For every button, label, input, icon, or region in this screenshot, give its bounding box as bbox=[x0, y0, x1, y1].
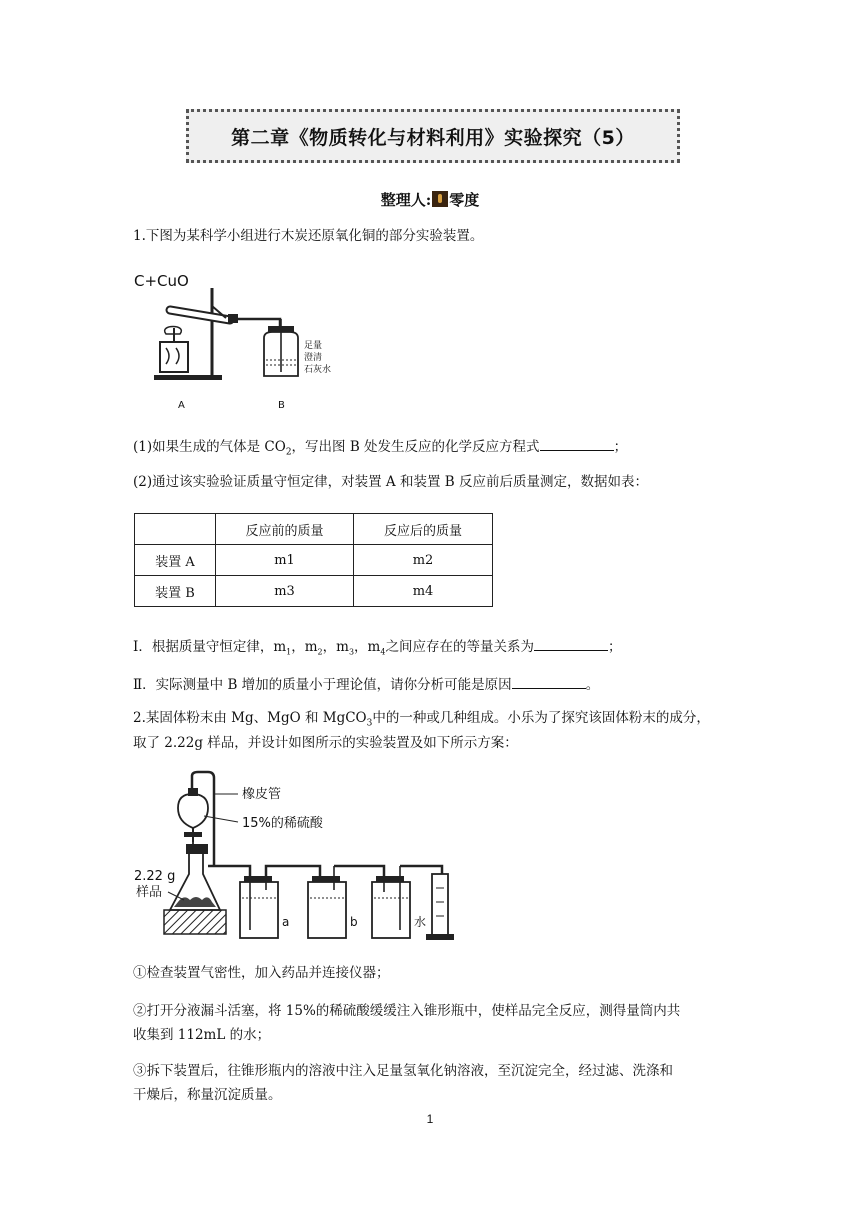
table-cell: m1 bbox=[216, 545, 354, 576]
q2-step3-line2: 干燥后，称量沉淀质量。 bbox=[133, 1087, 282, 1103]
table-header-cell: 反应前的质量 bbox=[216, 514, 354, 545]
table-cell: 装置 A bbox=[135, 545, 216, 576]
stopper bbox=[228, 314, 238, 323]
page-number: 1 bbox=[426, 1112, 434, 1126]
organizer-name: 零度 bbox=[449, 191, 480, 209]
table-cell: m3 bbox=[216, 576, 354, 607]
q2-step2-line1: ②打开分液漏斗活塞，将 15%的稀硫酸缓缓注入锥形瓶中，使样品完全反应，测得量筒内共 bbox=[133, 1003, 681, 1019]
sample-mass-label: 2.22 g bbox=[134, 869, 176, 884]
table-header-cell: 反应后的质量 bbox=[354, 514, 493, 545]
liquid-label-1: 足量 bbox=[304, 341, 323, 351]
q1-label-b: B bbox=[278, 400, 285, 411]
liquid-label-3: 石灰水 bbox=[304, 365, 332, 375]
liquid-label-2: 澄清 bbox=[304, 353, 323, 363]
sample-label: 样品 bbox=[136, 885, 163, 900]
table-cell: m4 bbox=[354, 576, 493, 607]
support-block bbox=[164, 910, 226, 934]
q2-apparatus-figure bbox=[132, 770, 462, 942]
table-row bbox=[135, 576, 493, 607]
mass-table bbox=[134, 513, 493, 607]
q1-intro: 1.下图为某科学小组进行木炭还原氧化铜的部分实验装置。 bbox=[133, 228, 484, 244]
water-bottle bbox=[372, 882, 410, 938]
table-header-cell bbox=[135, 514, 216, 545]
organizer-logo-icon bbox=[432, 191, 448, 207]
q1-part2: (2)通过该实验验证质量守恒定律，对装置 A 和装置 B 反应前后质量测定，数据如表： bbox=[133, 474, 648, 490]
bottle-b bbox=[308, 882, 346, 938]
bottle-a-label: a bbox=[282, 915, 290, 929]
q2-line1: 2.某固体粉末由 Mg、MgO 和 MgCO$_3$中的一种或几种组成。小乐为了探究该固体粉末的成分， bbox=[133, 710, 710, 729]
bottle-b-label: b bbox=[350, 915, 358, 929]
page-title-text: 第二章《物质转化与材料利用》实验探究（5） bbox=[231, 126, 635, 149]
q2-step3-line1: ③拆下装置后，往锥形瓶内的溶液中注入足量氢氧化钠溶液，至沉淀完全，经过滤、洗涤和 bbox=[133, 1063, 673, 1079]
q1-apparatus-figure bbox=[130, 268, 370, 414]
q2-step2-line2: 收集到 112mL 的水； bbox=[133, 1027, 271, 1043]
q1-roman2-answer-blank[interactable] bbox=[512, 674, 586, 689]
q1-roman1-answer-blank[interactable] bbox=[534, 636, 608, 651]
funnel-stopcock bbox=[184, 832, 202, 837]
alcohol-lamp bbox=[160, 342, 188, 372]
bottle-a bbox=[240, 882, 278, 938]
separatory-funnel bbox=[178, 794, 208, 828]
q1-label-a: A bbox=[178, 400, 185, 411]
table-cell: 装置 B bbox=[135, 576, 216, 607]
water-label: 水 bbox=[414, 915, 427, 929]
organizer-line bbox=[0, 189, 860, 210]
graduated-cylinder bbox=[432, 874, 448, 936]
table-header-row bbox=[135, 514, 493, 545]
table-row bbox=[135, 545, 493, 576]
q1-part1-answer-blank[interactable] bbox=[540, 436, 614, 451]
q1-part1: (1)如果生成的气体是 $CO_2$，写出图 B 处发生反应的化学反应方程式 ； bbox=[133, 436, 627, 463]
acid-label: 15%的稀硫酸 bbox=[242, 816, 323, 831]
table-cell: m2 bbox=[354, 545, 493, 576]
organizer-prefix: 整理人: bbox=[380, 191, 432, 209]
page-title bbox=[186, 109, 680, 163]
q1-roman1: Ⅰ．根据质量守恒定律，$m_1$，$m_2$，$m_3$，$m_4$之间应存在的等量关系为 ； bbox=[133, 636, 621, 663]
rubber-tube-label: 橡皮管 bbox=[242, 787, 282, 802]
q2-step1: ①检查装置气密性，加入药品并连接仪器； bbox=[133, 965, 390, 981]
q1-roman2: Ⅱ．实际测量中 B 增加的质量小于理论值，请你分析可能是原因 。 bbox=[133, 674, 599, 695]
q1-reactant-label: C+CuO bbox=[134, 272, 189, 290]
q2-line2: 取了 2.22g 样品，并设计如图所示的实验装置及如下所示方案： bbox=[133, 735, 518, 751]
